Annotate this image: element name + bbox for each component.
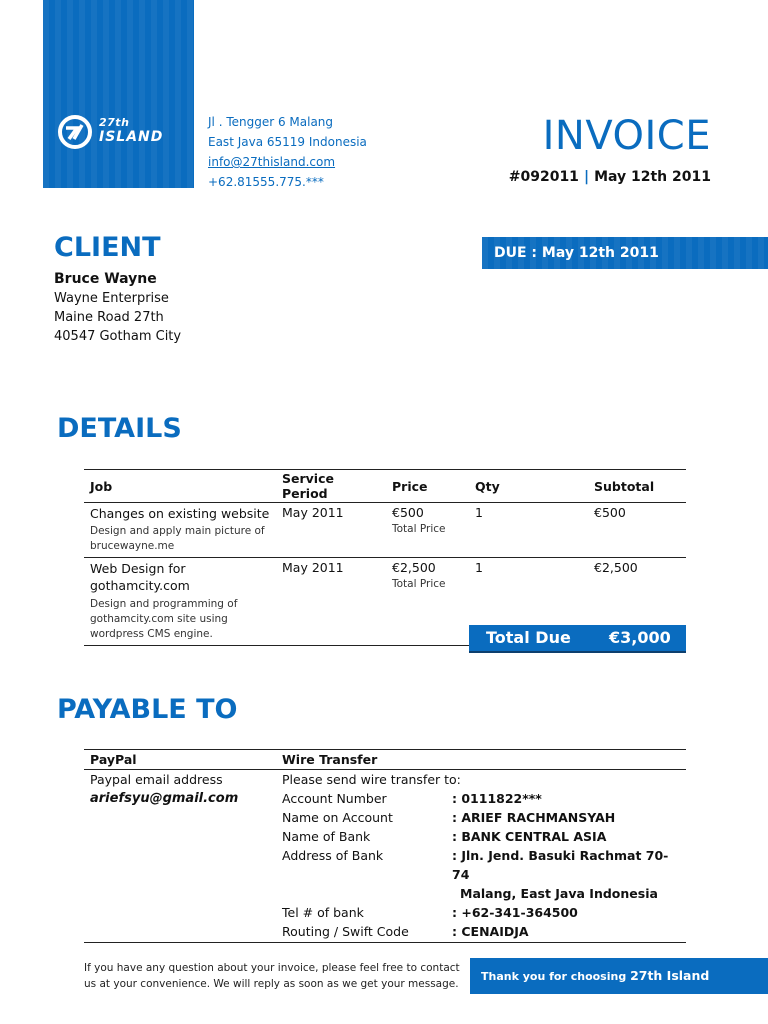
table-row (84, 503, 686, 558)
thanks-bar (470, 958, 768, 994)
client-company: Wayne Enterprise (54, 291, 169, 306)
due-date-bar: DUE : May 12th 2011 (482, 237, 768, 269)
client-street: Maine Road 27th (54, 310, 164, 325)
logo-text-line1: 27th (99, 116, 130, 129)
price: €500 (392, 505, 424, 520)
col-qty: Qty (469, 470, 588, 503)
col-paypal: PayPal (84, 750, 276, 770)
client-name: Bruce Wayne (54, 271, 157, 287)
col-wire-transfer: Wire Transfer (276, 750, 686, 770)
bank-address-line1: : Jln. Jend. Basuki Rachmat 70-74 (452, 848, 669, 882)
field-value: : 0111822*** (452, 791, 542, 806)
table-row (84, 808, 686, 827)
invoice-meta (509, 169, 711, 185)
logo-text-line2: ISLAND (99, 129, 164, 145)
payable-heading: PAYABLE TO (57, 694, 238, 725)
client-info (54, 270, 181, 346)
total-due-value: €3,000 (609, 628, 671, 647)
field-value: : CENAIDJA (446, 922, 686, 943)
field-label: Tel # of bank (282, 905, 364, 920)
address-line2: East Java 65119 Indonesia (208, 135, 367, 149)
client-heading: CLIENT (54, 232, 161, 263)
service-period: May 2011 (276, 503, 386, 558)
footer-note: If you have any question about your invoice, please feel free to contact us at your convenience. We will reply as soon as we get your message. (84, 962, 460, 990)
company-phone: +62.81555.775.*** (208, 175, 324, 189)
field-value: : ARIEF RACHMANSYAH (452, 810, 616, 825)
thanks-prefix: Thank you for choosing (481, 970, 627, 983)
table-row (84, 770, 686, 790)
wire-intro: Please send wire transfer to: (282, 772, 461, 787)
field-label: Name on Account (282, 810, 393, 825)
company-address (208, 112, 367, 192)
table-row (84, 846, 686, 903)
price-note: Total Price (392, 578, 446, 590)
table-row (84, 903, 686, 922)
price: €2,500 (392, 560, 436, 575)
total-due-bar (469, 625, 686, 653)
thanks-brand: 27th Island (630, 968, 710, 983)
total-due-label: Total Due (486, 628, 571, 647)
job-title: Web Design for gothamcity.com (90, 561, 190, 593)
field-value: : BANK CENTRAL ASIA (452, 829, 607, 844)
field-value: : +62-341-364500 (452, 905, 578, 920)
logo-emblem-icon (55, 112, 95, 152)
field-label: Address of Bank (282, 848, 384, 863)
subtotal: €2,500 (588, 558, 686, 646)
field-value (446, 846, 686, 903)
invoice-number: #092011 (508, 169, 579, 185)
details-heading: DETAILS (57, 413, 182, 444)
invoice-date: May 12th 2011 (594, 169, 711, 185)
company-email-link[interactable]: info@27thisland.com (208, 155, 336, 169)
qty: 1 (469, 503, 588, 558)
field-label: Routing / Swift Code (276, 922, 446, 943)
paypal-label: Paypal email address (90, 772, 223, 787)
job-title: Changes on existing website (90, 506, 270, 521)
logo-block (43, 0, 194, 188)
service-period: May 2011 (276, 558, 386, 646)
subtotal: €500 (588, 503, 686, 558)
table-row (84, 922, 686, 943)
job-description: Design and programming of gothamcity.com site using wordpress CMS engine. (90, 598, 238, 640)
table-row (84, 789, 686, 808)
col-job: Job (84, 470, 276, 503)
field-label: Name of Bank (282, 829, 371, 844)
col-subtotal: Subtotal (588, 470, 686, 503)
paypal-email: ariefsyu@gmail.com (90, 791, 239, 806)
invoice-title: INVOICE (542, 113, 711, 159)
client-city: 40547 Gotham City (54, 329, 182, 344)
payable-header-row (84, 750, 686, 770)
col-price: Price (386, 470, 469, 503)
price-note: Total Price (392, 523, 446, 535)
company-logo (55, 112, 183, 152)
address-line1: Jl . Tengger 6 Malang (208, 115, 334, 129)
details-header-row (84, 470, 686, 503)
field-label: Account Number (282, 791, 387, 806)
bank-address-line2: Malang, East Java Indonesia (460, 886, 658, 901)
col-service-period: Service Period (276, 470, 386, 503)
table-row (84, 827, 686, 846)
qty: 1 (469, 558, 588, 646)
invoice-separator: | (583, 169, 590, 185)
payable-table (84, 749, 686, 943)
job-description: Design and apply main picture of brucewayne.me (90, 525, 265, 552)
details-table (84, 469, 686, 646)
